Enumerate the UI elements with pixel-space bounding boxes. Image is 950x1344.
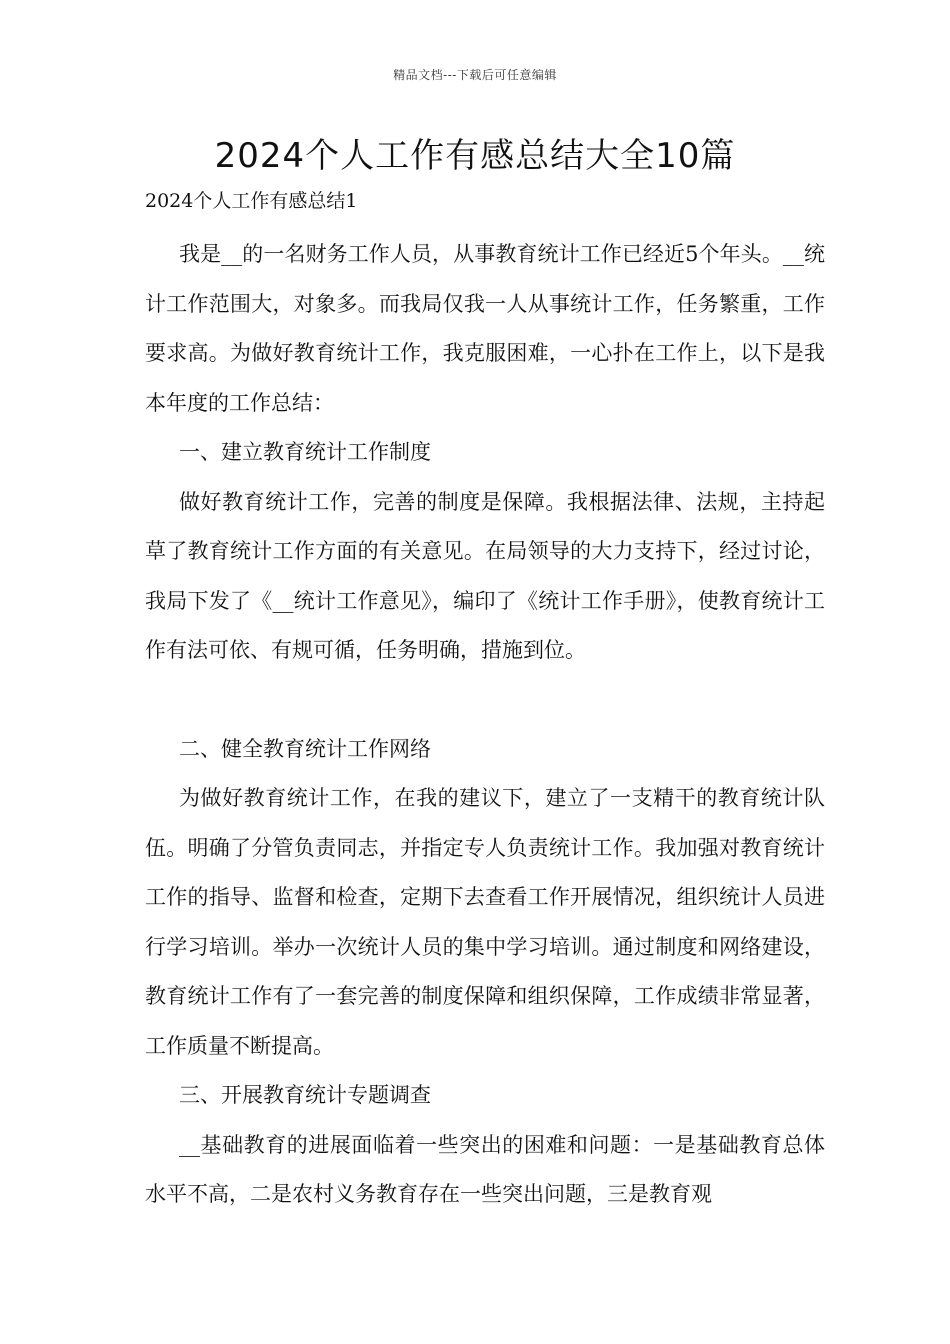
section-heading-2: 二、健全教育统计工作网络 — [179, 736, 431, 761]
paragraph-1: 做好教育统计工作，完善的制度是保障。我根据法律、法规，主持起草了教育统计工作方面的有关意见。在局领导的大力支持下，经过讨论，我局下发了《__统计工作意见》，编印了《统计工作手册》，使教育统计工作有法可依、有规可循，任务明确，措施到位。 — [145, 489, 825, 662]
paragraph-3: __基础教育的进展面临着一些突出的困难和问题：一是基础教育总体水平不高，二是农村义务教育存在一些突出问题，三是教育观 — [145, 1132, 825, 1206]
section-heading-3: 三、开展教育统计专题调查 — [179, 1083, 431, 1107]
header-note: 精品文档---下载后可任意编辑 — [393, 68, 557, 82]
section-heading-1: 一、建立教育统计工作制度 — [179, 440, 431, 464]
document-body — [145, 230, 825, 1220]
section-subtitle: 2024个人工作有感总结1 — [145, 190, 358, 212]
paragraph-2: 为做好教育统计工作，在我的建议下，建立了一支精干的教育统计队伍。明确了分管负责同志，并指定专人负责统计工作。我加强对教育统计工作的指导、监督和检查，定期下去查看工作开展情况，组织统计人员进行学习培训。举办一次统计人员的集中学习培训。通过制度和网络建设，教育统计工作有了一套完善的制度保障和组织保障，工作成绩非常显著，工作质量不断提高。 — [145, 786, 825, 1058]
document-title: 2024个人工作有感总结大全10篇 — [214, 136, 736, 176]
paragraph-intro: 我是__的一名财务工作人员，从事教育统计工作已经近5个年头。__统计工作范围大，对象多。而我局仅我一人从事统计工作，任务繁重，工作要求高。为做好教育统计工作，我克服困难，一心扑在工作上，以下是我本年度的工作总结： — [145, 242, 825, 415]
